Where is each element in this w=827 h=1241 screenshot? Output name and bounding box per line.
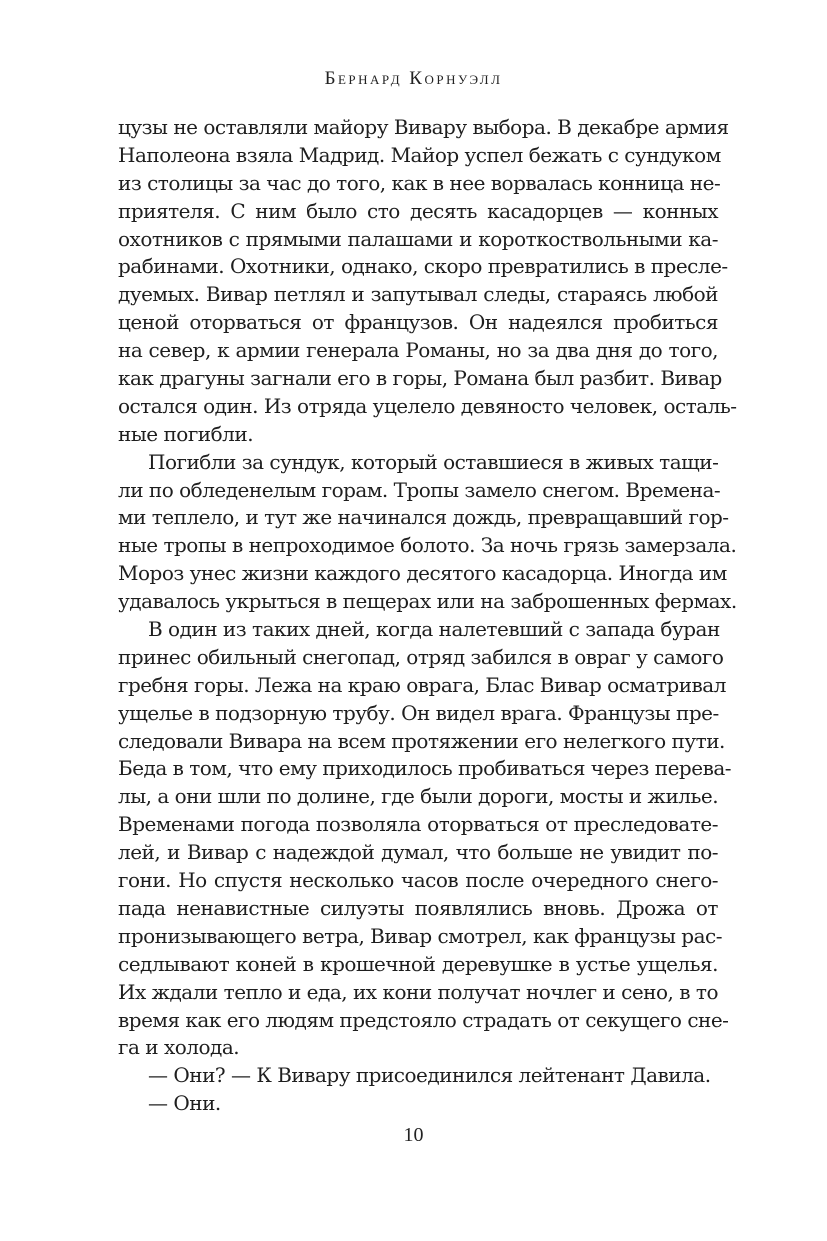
text-line: как драгуны загнали его в горы, Романа был разбит. Вивар [118, 366, 722, 391]
text-line: ми теплело, и тут же начинался дождь, превращавший гор- [118, 505, 729, 530]
text-line: Их ждали тепло и еда, их кони получат ночлег и сено, в то [118, 979, 718, 1004]
paragraph [118, 1090, 718, 1118]
text-line: га и холода. [118, 1035, 240, 1060]
text-line: — Они. [148, 1091, 221, 1116]
text-line: из столицы за час до того, как в нее ворвалась конница не- [118, 170, 721, 195]
text-line: дуемых. Вивар петлял и запутывал следы, стараясь любой [118, 282, 718, 307]
text-line: Беда в том, что ему приходилось пробиваться через перева- [118, 756, 732, 781]
running-header: Бернард Корнуэлл [324, 68, 503, 89]
text-line: Временами погода позволяла оторваться от преследовате- [118, 812, 718, 837]
paragraph [118, 449, 737, 616]
paragraph [118, 114, 737, 449]
text-line: на север, к армии генерала Романы, но за два дня до того, [118, 338, 718, 363]
text-line: Мороз унес жизни каждого десятого касадорца. Иногда им [118, 561, 727, 586]
paragraph [118, 1062, 718, 1090]
text-line: Наполеона взяла Мадрид. Майор успел бежать с сундуком [118, 142, 721, 167]
text-line: В один из таких дней, когда налетевший с запада буран [148, 617, 720, 642]
text-line: пада ненавистные силуэты появлялись вновь. Дрожа от [118, 895, 718, 920]
text-line: ные погибли. [118, 421, 254, 446]
text-line: принес обильный снегопад, отряд забился в овраг у самого [118, 644, 724, 669]
text-line: следовали Вивара на всем протяжении его нелегкого пути. [118, 728, 725, 753]
text-line: — Они? — К Вивару присоединился лейтенант Давила. [148, 1063, 711, 1088]
paragraph [118, 616, 732, 1062]
text-line: удавалось укрыться в пещерах или на заброшенных фермах. [118, 589, 737, 614]
text-line: пронизывающего ветра, Вивар смотрел, как французы рас- [118, 923, 722, 948]
text-line: лей, и Вивар с надеждой думал, что больше не увидит по- [118, 840, 718, 865]
text-line: Погибли за сундук, который оставшиеся в живых тащи- [148, 449, 719, 474]
text-line: лы, а они шли по долине, где были дороги, мосты и жилье. [118, 784, 719, 809]
text-line: гони. Но спустя несколько часов после очередного снего- [118, 868, 718, 893]
text-line: ценой оторваться от французов. Он надеялся пробиться [118, 310, 718, 335]
body-text [118, 114, 737, 1118]
text-line: ущелье в подзорную трубу. Он видел врага. Французы пре- [118, 700, 719, 725]
text-line: остался один. Из отряда уцелело девяносто человек, осталь- [118, 393, 737, 418]
text-line: время как его людям предстояло страдать от секущего сне- [118, 1007, 729, 1032]
text-line: рабинами. Охотники, однако, скоро превратились в пресле- [118, 254, 728, 279]
page-number: 10 [403, 1124, 424, 1146]
text-line: седлывают коней в крошечной деревушке в устье ущелья. [118, 951, 718, 976]
text-line: ные тропы в непроходимое болото. За ночь грязь замерзала. [118, 533, 737, 558]
text-line: охотников с прямыми палашами и короткоствольными ка- [118, 226, 718, 251]
text-line: гребня горы. Лежа на краю оврага, Блас Вивар осматривал [118, 672, 726, 697]
text-line: приятеля. С ним было сто десять касадорцев — конных [118, 198, 718, 223]
text-line: цузы не оставляли майору Вивару выбора. В декабре армия [118, 115, 729, 139]
text-line: ли по обледенелым горам. Тропы замело снегом. Времена- [118, 477, 721, 502]
